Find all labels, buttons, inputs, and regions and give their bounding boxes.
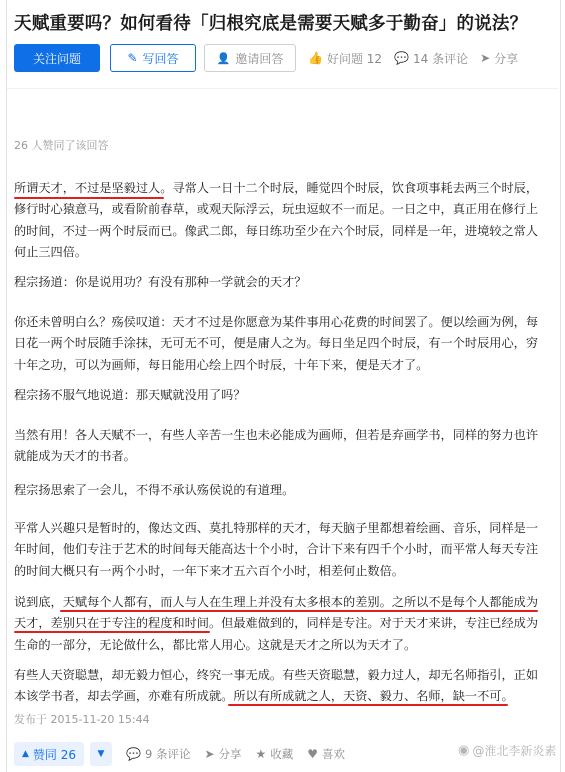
question-share-label: 分享 [494,51,519,66]
upvote-label: 赞同 26 [32,747,77,762]
answer-share-label: 分享 [218,747,242,761]
good-question-button[interactable] [308,50,382,67]
answer-paragraph: 程宗扬道：你是说用功？有没有那种一学就会的天才？ [14,275,307,289]
answer-share-button[interactable] [204,746,241,762]
voters-count[interactable]: 26 人赞同了该回答 [14,139,109,152]
collect-label: 收藏 [270,747,294,761]
answer-paragraph: 说到底，天赋每个人都有，而人与人在生理上并没有太多根本的差别。之所以不是每个人都能成为天才，差别只在于专注的程度和时间。但最难做到的，同样是专注。对于天才来讲，专注已经成为生命的一部分，无论做什么，都比常人用心。这就是天才之所以为天才了。 [14,595,539,652]
question-title[interactable]: 天赋重要吗？如何看待「归根究底是需要天赋多于勤奋」的说法？ [14,14,528,34]
answer-comments-label: 9 条评论 [144,747,191,761]
comment-bubble-icon: 💬 [126,747,141,761]
paper-plane-icon: ➤ [480,51,491,65]
comment-bubble-icon: 💬 [394,51,409,65]
red-underline [228,704,508,706]
answer-paragraph: 当然有用！各人天赋不一，有些人辛苦一生也未必能成为画师，但若是弃画学书，同样的努力也许就能成为天才的书者。 [14,428,539,464]
question-comments-button[interactable] [394,50,468,67]
heart-icon: ♥ [307,747,319,761]
answer-paragraph: 程宗扬不服气地说道：那天赋就没用了吗？ [14,388,246,402]
red-underline [60,610,538,612]
publish-time[interactable]: 发布于 2015-11-20 15:44 [14,713,150,726]
thanks-label: 喜欢 [322,747,346,761]
watermark-text: @淮北李新炎素 [472,744,557,758]
write-answer-button[interactable] [110,44,196,72]
answer-comments-button[interactable] [126,746,190,762]
weibo-logo-icon: ◉ [458,743,470,758]
red-underline [14,631,210,633]
red-underline [14,197,164,199]
upvote-button[interactable] [14,742,84,766]
answer-paragraph: 有些人天资聪慧，却无毅力恒心，终究一事无成。有些天资聪慧，毅力过人，却无名师指引，正如本该学书者，却去学画，亦难有所成就。所以有所成就之人，天资、毅力、名师，缺一不可。 [14,668,539,704]
question-share-button[interactable] [480,50,518,67]
answer-paragraph: 平常人兴趣只是暂时的，像达文西、莫扎特那样的天才，每天脑子里都想着绘画、音乐，同样是一年时间，他们专注于艺术的时间每天能高达十个小时，合计下来有四千个小时，而平常人每天专注的时间大概只有一两个小时，一年下来才五六百个小时，相差何止数倍。 [14,521,539,578]
star-icon: ★ [255,747,267,761]
user-add-icon: 👤 [216,51,231,65]
answer-paragraph: 你还未曾明白么？殇侯叹道：天才不过是你愿意为某件事用心花费的时间罢了。便以绘画为例，每日花一两个时辰随手涂抹，无可无不可，便是庸人之为。每日坐足四个时辰，有一个时辰用心，穷十年之功，可以为画师，每日能用心绘上四个时辰，十年下来，便是天才了。 [14,315,539,372]
answer-paragraph: 所谓天才，不过是坚毅过人。寻常人一日十二个时辰，睡觉四个时辰，饮食项事耗去两三个时辰，修行时心猿意马，或看阶前春草，或观天际浮云，玩虫逗蚁不一而足。一日之中，真正用在修行上的时间，不过一两个时辰而已。像武二郎，每日练功至少在六个时辰，同样是一年，进境较之常人何止三四倍。 [14,181,539,260]
downvote-button[interactable] [90,742,112,766]
thumbs-up-icon: 👍 [308,51,323,65]
collect-button[interactable] [256,746,294,762]
follow-question-button[interactable]: 关注问题 [14,44,100,72]
answer-paragraph: 程宗扬思索了一会儿，不得不承认殇侯说的有道理。 [14,483,295,497]
watermark [458,742,556,759]
question-toolbar [14,44,518,72]
invite-answer-button[interactable] [204,44,296,72]
toolbar-divider [7,88,558,89]
answer-actions [14,741,345,767]
question-comments-label: 14 条评论 [413,51,469,66]
paper-plane-icon: ➤ [204,747,215,761]
triangle-up-icon: ▲ [22,749,29,759]
pencil-icon: ✎ [127,51,138,65]
write-answer-label: 写回答 [142,51,179,66]
good-question-label: 好问题 12 [326,51,383,66]
thanks-button[interactable] [307,746,345,762]
invite-answer-label: 邀请回答 [235,51,284,66]
triangle-down-icon: ▼ [97,749,105,759]
